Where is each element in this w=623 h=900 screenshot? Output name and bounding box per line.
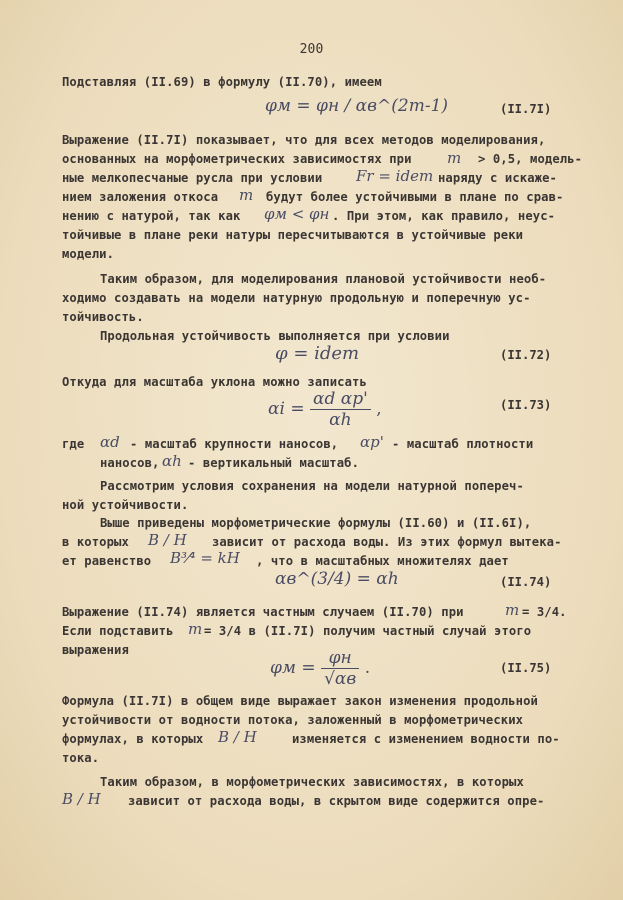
- hw-b-h-2: B / H: [218, 728, 257, 746]
- text-line-6b: . При этом, как правило, неус-: [332, 209, 556, 223]
- equation-73-numerator: αd αp': [310, 389, 371, 410]
- text-line-7: тойчивые в плане реки натуры пересчитываются в устойчивые реки: [62, 228, 524, 242]
- equation-75-denominator: √αв: [324, 669, 357, 689]
- text-line-19: в которых: [62, 535, 129, 549]
- text-line-29: зависит от расхода воды, в скрытом виде содержится опре-: [128, 794, 545, 808]
- text-line-5b: будут более устойчивыми в плане по срав-: [266, 190, 564, 204]
- equation-75-numerator: φн: [321, 648, 359, 669]
- equation-number-72: (II.72): [500, 348, 552, 362]
- text-line-15b: - вертикальный масштаб.: [188, 456, 360, 470]
- text-line-26b: изменяется с изменением водности по-: [292, 732, 560, 746]
- text-line-17: ной устойчивости.: [62, 498, 189, 512]
- hw-fr-idem: Fr = idem: [356, 167, 434, 185]
- hw-alpha-d: αd: [100, 433, 120, 451]
- text-line-12: Продольная устойчивость выполняется при условии: [100, 329, 450, 343]
- text-line-9: Таким образом, для моделирования плановой устойчивости необ-: [100, 272, 547, 286]
- text-line-14b: - масштаб крупности наносов,: [130, 437, 339, 451]
- text-line-1: Подставляя (II.69) в формулу (II.70), имеем: [62, 75, 382, 89]
- text-line-15: наносов,: [100, 456, 160, 470]
- hw-m-2: m: [239, 186, 254, 204]
- text-line-4b: наряду с искаже-: [438, 171, 557, 185]
- text-line-3: основанных на морфометрических зависимостях при: [62, 152, 412, 166]
- hw-m-1: m: [447, 149, 462, 167]
- equation-75-fraction: [321, 648, 359, 689]
- equation-71: φм = φн / αв^(2m-1): [265, 96, 449, 116]
- text-line-26: формулах, в которых: [62, 732, 204, 746]
- equation-number-71: (II.7I): [500, 102, 552, 116]
- text-line-24: Формула (II.7I) в общем виде выражает закон изменения продольной: [62, 694, 538, 708]
- text-line-16: Рассмотрим условия сохранения на модели натурной попереч-: [100, 479, 524, 493]
- text-line-22: Если подставить: [62, 624, 174, 638]
- text-line-3b: > 0,5, модель-: [478, 152, 583, 166]
- equation-72: φ = idem: [275, 343, 360, 364]
- text-line-6: нению с натурой, так как: [62, 209, 241, 223]
- text-line-11: тойчивость.: [62, 310, 144, 324]
- hw-m-4: m: [188, 620, 203, 638]
- hw-phi-ineq: φм < φн: [264, 205, 330, 223]
- text-line-23: выражения: [62, 643, 129, 657]
- text-line-25: устойчивости от водности потока, заложенный в морфометрических: [62, 713, 524, 727]
- equation-73-denominator: αh: [329, 410, 352, 430]
- text-line-13: Откуда для масштаба уклона можно записать: [62, 375, 367, 389]
- equation-75-lhs: φм =: [270, 658, 316, 678]
- equation-number-75: (II.75): [500, 661, 552, 675]
- equation-number-73: (II.73): [500, 398, 552, 412]
- text-line-21b: = 3/4.: [522, 605, 567, 619]
- text-line-21: Выражение (II.74) является частным случаем (II.70) при: [62, 605, 464, 619]
- hw-b-h-1: B / H: [148, 531, 187, 549]
- hw-alpha-h: αh: [162, 452, 182, 470]
- hw-b-h-3: B / H: [62, 790, 101, 808]
- text-line-14c: - масштаб плотности: [392, 437, 534, 451]
- text-line-14: где: [62, 437, 85, 451]
- equation-74: αв^(3/4) = αh: [275, 569, 399, 589]
- equation-75: φм = $\frac{\varphi н}{√\alpha в}$ .: [270, 648, 371, 689]
- text-line-10: ходимо создавать на модели натурную продольную и поперечную ус-: [62, 291, 531, 305]
- text-line-28: Таким образом, в морфометрических зависимостях, в которых: [100, 775, 524, 789]
- text-line-22b: = 3/4 в (II.7I) получим частный случай этого: [204, 624, 532, 638]
- hw-m-3: m: [505, 601, 520, 619]
- text-line-27: тока.: [62, 751, 100, 765]
- equation-number-74: (II.74): [500, 575, 552, 589]
- page-number: 200: [299, 42, 324, 57]
- equation-73-lhs: αi =: [268, 399, 305, 419]
- equation-73-fraction: [310, 389, 371, 430]
- text-line-19b: зависит от расхода воды. Из этих формул вытека-: [212, 535, 562, 549]
- hw-alpha-p: αp': [360, 433, 384, 451]
- hw-b34-kh: B³⁄⁴ = kH: [170, 549, 240, 567]
- text-line-8: модели.: [62, 247, 115, 261]
- text-line-2: Выражение (II.7I) показывает, что для всех методов моделирования,: [62, 133, 546, 147]
- text-line-20: ет равенство: [62, 554, 152, 568]
- text-line-18: Выше приведены морфометрические формулы (II.60) и (II.6I),: [100, 516, 532, 530]
- equation-73: αi = $\frac{\text{αd αp'}}{\alpha h}$ ,: [268, 389, 382, 430]
- text-line-5: нием заложения откоса: [62, 190, 219, 204]
- text-line-20b: , что в масштабных множителях дает: [256, 554, 509, 568]
- text-line-4: ные мелкопесчаные русла при условии: [62, 171, 323, 185]
